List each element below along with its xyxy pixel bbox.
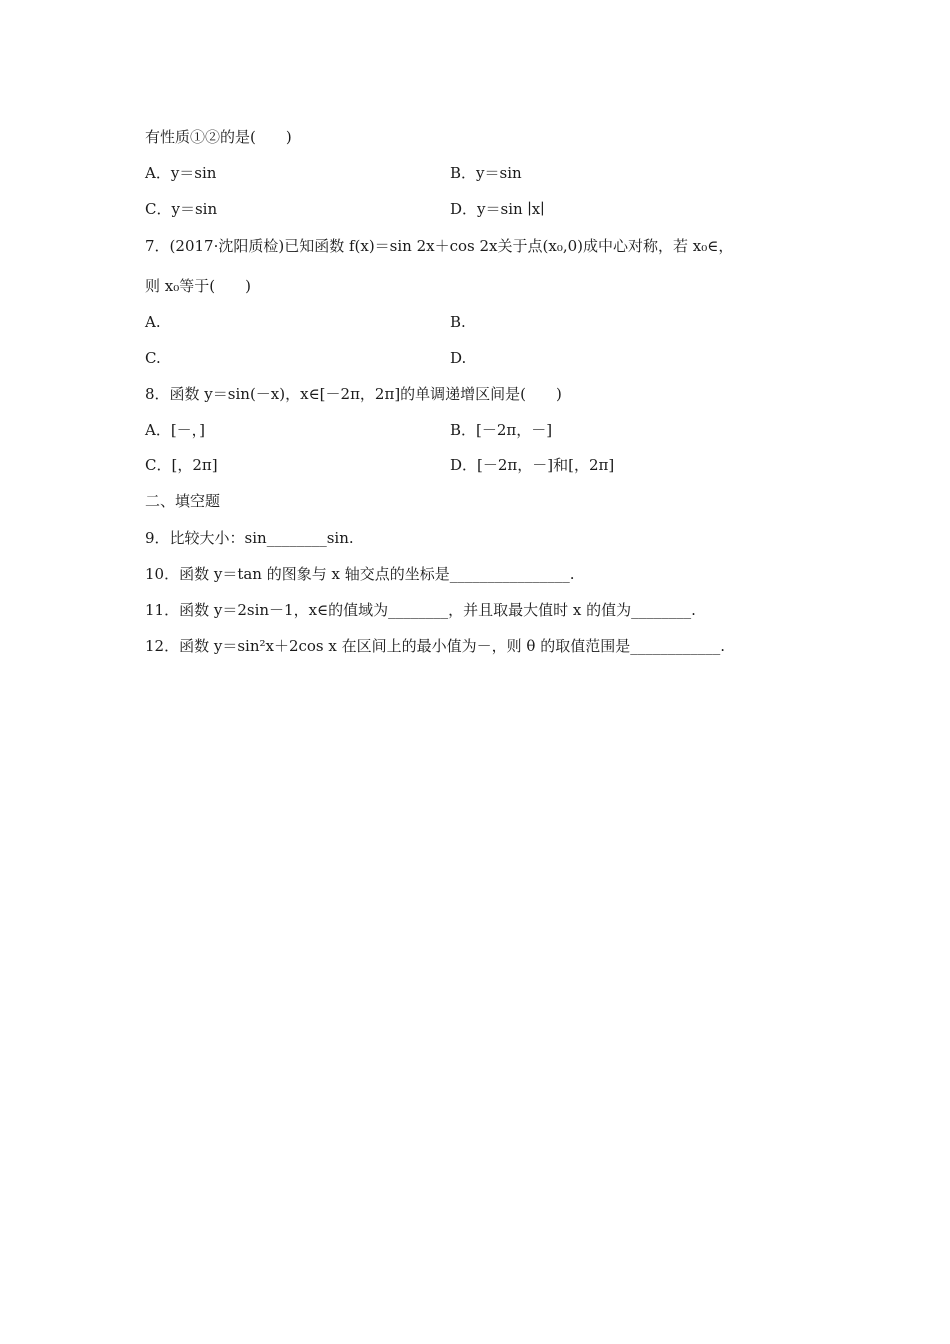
q7-option-c: C.: [145, 349, 161, 367]
q9: 9．比较大小：sin________sin.: [145, 529, 354, 547]
q6-stem-tail: 有性质①②的是( ): [145, 128, 292, 146]
q10: 10．函数 y＝tan 的图象与 x 轴交点的坐标是________________.: [145, 565, 575, 583]
q11: 11．函数 y＝2sin－1，x∈的值域为________，并且取最大值时 x 的值为________.: [145, 601, 696, 619]
q8-option-a: A．[－，]: [145, 421, 206, 439]
q7-stem: 7．(2017·沈阳质检)已知函数 f(x)＝sin 2x＋cos 2x关于点(x₀,0)成中心对称，若 x₀∈，: [145, 237, 734, 255]
q6-option-b: B．y＝sin: [450, 164, 522, 182]
q7-option-d: D.: [450, 349, 467, 367]
q8-stem: 8．函数 y＝sin(－x)，x∈[－2π，2π]的单调递增区间是( ): [145, 385, 562, 403]
q6-option-a: A．y＝sin: [145, 164, 217, 182]
q6-option-d: D．y＝sin ∣x∣: [450, 200, 545, 218]
q8-option-c: C．[，2π]: [145, 456, 218, 474]
q7-stem-tail: 则 x₀等于( ): [145, 277, 251, 295]
section-heading-fill-blank: 二、填空题: [145, 492, 221, 510]
q7-option-a: A.: [145, 313, 161, 331]
q12: 12．函数 y＝sin²x＋2cos x 在区间上的最小值为－，则 θ 的取值范围是____________.: [145, 637, 725, 655]
q7-option-b: B.: [450, 313, 466, 331]
q8-option-b: B．[－2π，－]: [450, 421, 553, 439]
q6-option-c: C．y＝sin: [145, 200, 218, 218]
q8-option-d: D．[－2π，－]和[，2π]: [450, 456, 615, 474]
